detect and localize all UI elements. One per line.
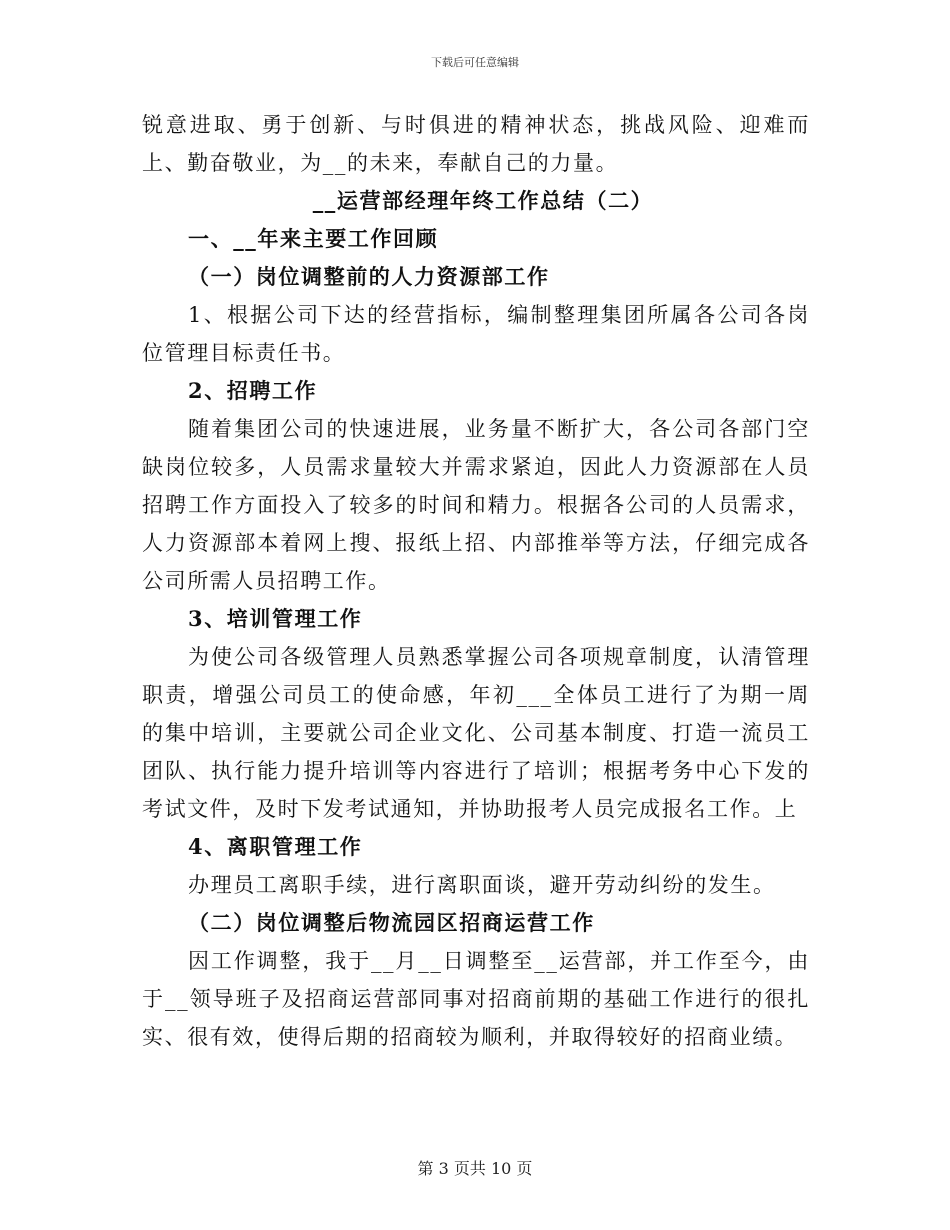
item-4-heading: 4、离职管理工作 bbox=[188, 834, 363, 859]
subsection-heading-2: （二）岗位调整后物流园区招商运营工作 bbox=[188, 910, 595, 935]
item-4-paragraph: 办理员工离职手续，进行离职面谈，避开劳动纠纷的发生。 bbox=[188, 873, 776, 897]
document-title: __运营部经理年终工作总结（二） bbox=[312, 188, 654, 213]
subsection-heading-1: （一）岗位调整前的人力资源部工作 bbox=[188, 264, 550, 289]
item-2-heading: 2、招聘工作 bbox=[188, 378, 318, 403]
item-3-heading: 3、培训管理工作 bbox=[188, 606, 363, 631]
section-heading-1: 一、__年来主要工作回顾 bbox=[188, 226, 439, 251]
subsection-2-paragraph: 因工作调整，我于__月__日调整至__运营部，并工作至今，由于__领导班子及招商运营部同事对招商前期的基础工作进行的很扎实、很有效，使得后期的招商较为顺利，并取得较好的招商业绩。 bbox=[142, 949, 810, 1049]
item-2-paragraph: 随着集团公司的快速进展，业务量不断扩大，各公司各部门空缺岗位较多，人员需求量较大并需求紧迫，因此人力资源部在人员招聘工作方面投入了较多的时间和精力。根据各公司的人员需求，人力资源部本着网上搜、报纸上招、内部推举等方法，仔细完成各公司所需人员招聘工作。 bbox=[142, 417, 810, 593]
intro-paragraph: 锐意进取、勇于创新、与时俱进的精神状态，挑战风险、迎难而上、勤奋敬业，为__的未来，奉献自己的力量。 bbox=[142, 113, 810, 175]
page-header-note: 下载后可任意编辑 bbox=[431, 56, 519, 69]
item-3-paragraph: 为使公司各级管理人员熟悉掌握公司各项规章制度，认清管理职责，增强公司员工的使命感，年初___全体员工进行了为期一周的集中培训，主要就公司企业文化、公司基本制度、打造一流员工团队、执行能力提升培训等内容进行了培训；根据考务中心下发的考试文件，及时下发考试通知，并协助报考人员完成报名工作。上 bbox=[142, 645, 810, 821]
document-body bbox=[142, 106, 810, 1056]
item-1-paragraph: 1、根据公司下达的经营指标，编制整理集团所属各公司各岗位管理目标责任书。 bbox=[142, 303, 810, 365]
page-number-footer: 第 3 页共 10 页 bbox=[417, 1159, 533, 1178]
